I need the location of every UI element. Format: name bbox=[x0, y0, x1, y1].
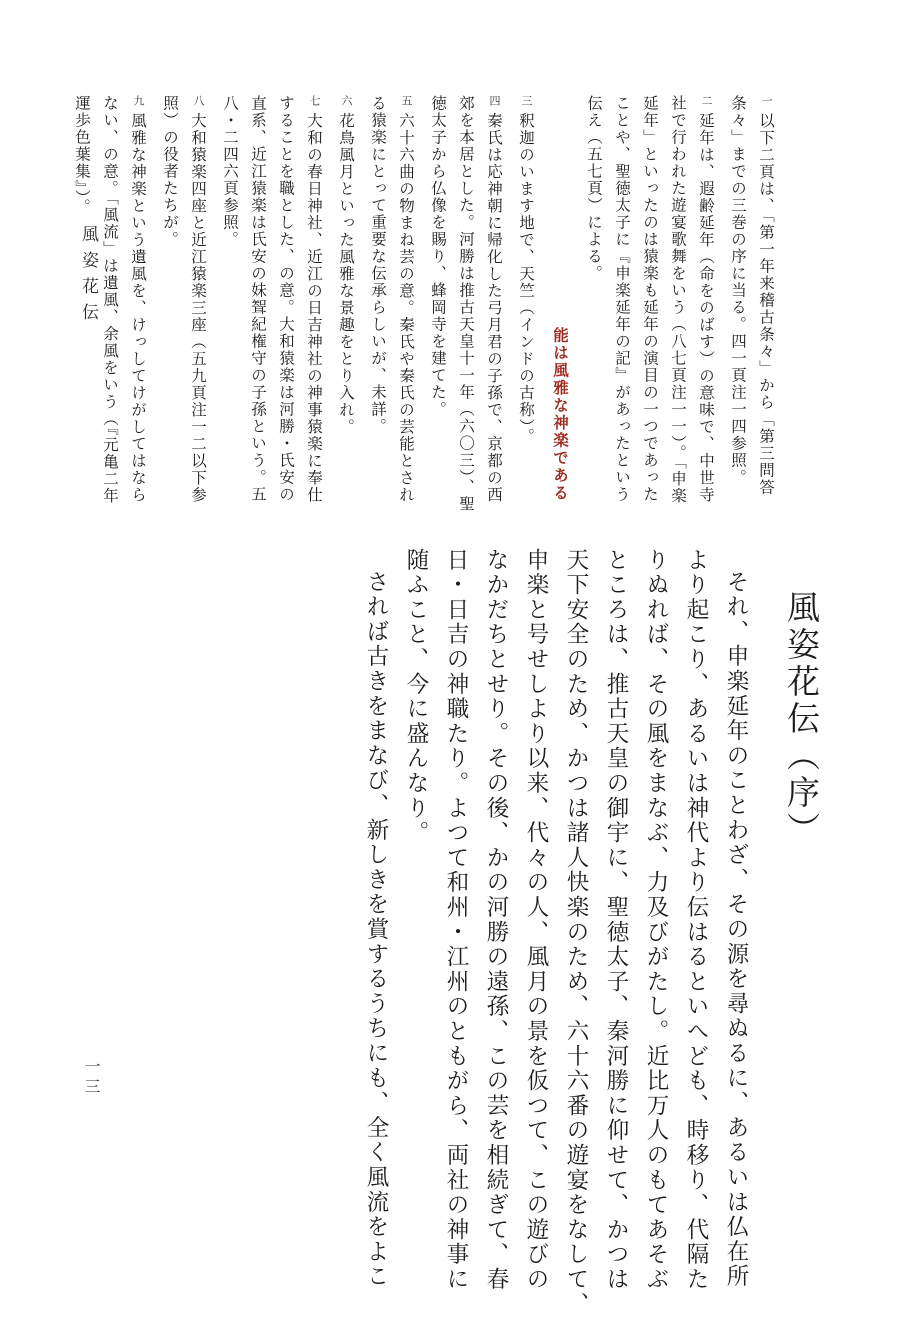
body-line: 天下安全のため、かつは諸人快楽のため、六十六番の遊宴をなして、 bbox=[563, 548, 589, 1317]
body-line: りぬれば、その風をまなぶ、力及びがたし。近比万人のもてあそぶ bbox=[643, 548, 669, 1292]
note-text: 延年は、遐齢延年（命をのばす）の意味で、中世寺社で行われた遊宴歌舞をいう（八七頁注一一）。「申楽延年」といったのは猿楽も延年の演目の一つであったことや、聖徳太子に『申楽延年の記』があったという伝え（五七頁）による。 bbox=[585, 95, 715, 505]
note-number: 七 bbox=[308, 95, 321, 106]
note-1 bbox=[724, 95, 780, 515]
note-text: 以下二頁は、「第一年来稽古条々」から「第三問答条々」までの三巻の序に当る。四一頁注一四参照。 bbox=[729, 95, 775, 496]
body-line: 随ふこと、今に盛んなり。 bbox=[403, 548, 429, 846]
body-line: 申楽と号せしより以来、代々の人、風月の景を仮つて、この遊びの bbox=[523, 548, 549, 1292]
body-line: なかだちとせり。その後、かの河勝の遠孫、この芸を相続ぎて、春 bbox=[483, 548, 509, 1292]
body-line: より起こり、あるいは神代より伝はるといへども、時移り、代隔た bbox=[683, 548, 709, 1292]
body-line: それ、申楽延年のことわざ、その源を尋ぬるに、あるいは仏在所 bbox=[723, 570, 749, 1290]
note-7 bbox=[216, 95, 328, 515]
note-text: 風雅な神楽という遺風を、けっしてけがしてはならない、の意。「風流」は遺風、余風をいう（『元亀二年運歩色葉集』）。 bbox=[73, 95, 147, 505]
note-text: 釈迦のいます地で、天竺（インドの古称）。 bbox=[517, 112, 535, 445]
note-number: 四 bbox=[488, 95, 501, 106]
running-head: 風姿花伝 bbox=[78, 225, 98, 329]
note-text: 六十六曲の物まね芸の意。秦氏や秦氏の芸能とされる猿楽にとって重要な伝承らしいが、未詳。 bbox=[369, 95, 415, 504]
note-number: 九 bbox=[132, 95, 145, 106]
section-heading: 能は風雅な神楽である bbox=[551, 327, 570, 502]
note-number: 三 bbox=[520, 95, 533, 106]
note-number: 八 bbox=[192, 95, 205, 106]
note-text: 大和の春日神社、近江の日吉神社の神事猿楽に奉仕することを職とした、の意。大和猿楽は河勝・氏安の直系、近江猿楽は氏安の妹聟紀権守の子孫という。五八・二四六頁参照。 bbox=[221, 95, 323, 504]
note-number: 二 bbox=[700, 95, 713, 106]
note-4 bbox=[424, 95, 508, 515]
note-2 bbox=[580, 95, 720, 515]
page-title bbox=[778, 548, 825, 1248]
body-line: ところは、推古天皇の御宇に、聖徳太子、秦河勝に仰せて、かつは bbox=[603, 548, 629, 1292]
note-text: 花鳥風月といった風雅な景趣をとり入れ。 bbox=[337, 112, 355, 436]
note-number: 一 bbox=[760, 95, 773, 106]
note-number: 五 bbox=[400, 95, 413, 106]
note-8 bbox=[156, 95, 212, 515]
note-6 bbox=[332, 95, 360, 515]
title-text: 風姿花伝（序） bbox=[782, 590, 821, 849]
note-text: 秦氏は応神朝に帰化した弓月君の子孫で、京都の西郊を本居とした。河勝は推古天皇十一年（六〇三）、聖徳太子から仏像を賜り、蜂岡寺を建てた。 bbox=[429, 95, 503, 513]
body-line: されば古きをまなび、新しきを賞するうちにも、全く風流をよこ bbox=[363, 570, 389, 1290]
note-text: 大和猿楽四座と近江猿楽三座（五九頁注一二以下参照）の役者たちが。 bbox=[161, 95, 207, 504]
page-number: 一三 bbox=[82, 1058, 101, 1098]
main-text-block bbox=[75, 548, 825, 1317]
note-3 bbox=[512, 95, 540, 515]
note-number: 六 bbox=[340, 95, 353, 106]
body-line: 日・日吉の神職たり。よつて和州・江州のともがら、両社の神事に bbox=[443, 548, 469, 1292]
note-5 bbox=[364, 95, 420, 515]
